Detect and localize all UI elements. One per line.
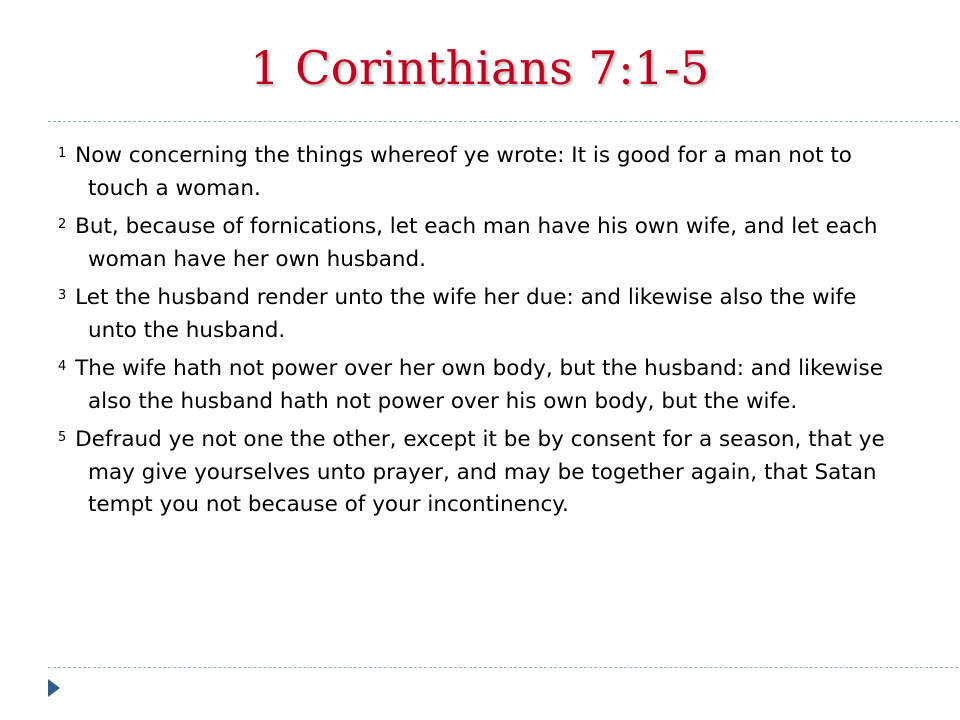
verse-text: Let the husband render unto the wife her due: and likewise also the wife unto the husband. xyxy=(75,285,857,343)
verse-item xyxy=(50,280,912,347)
verse-number: 3 xyxy=(58,288,67,303)
verse-item xyxy=(50,138,912,205)
triangle-right-icon-shape xyxy=(48,679,60,697)
verse-item xyxy=(50,422,912,522)
verse-number: 1 xyxy=(58,146,67,161)
bottom-divider xyxy=(48,667,960,668)
verse-text: The wife hath not power over her own body, but the husband: and likewise also the husband hath not power over his own body, but the wife. xyxy=(75,356,883,414)
top-divider xyxy=(48,121,960,122)
verse-text: But, because of fornications, let each man have his own wife, and let each woman have her own husband. xyxy=(75,214,878,272)
verse-number: 5 xyxy=(58,430,67,445)
page-title: 1 Corinthians 7:1-5 xyxy=(250,41,710,95)
verse-number: 4 xyxy=(58,359,67,374)
verse-item xyxy=(50,351,912,418)
verse-text: Now concerning the things whereof ye wrote: It is good for a man not to touch a woman. xyxy=(75,143,852,201)
verse-text: Defraud ye not one the other, except it be by consent for a season, that ye may give yourselves unto prayer, and may be together again, that Satan tempt you not because of your incontinency. xyxy=(75,427,885,517)
verse-item xyxy=(50,209,912,276)
verse-number: 2 xyxy=(58,217,67,232)
triangle-right-icon[interactable] xyxy=(47,678,61,698)
verse-list xyxy=(50,138,912,526)
